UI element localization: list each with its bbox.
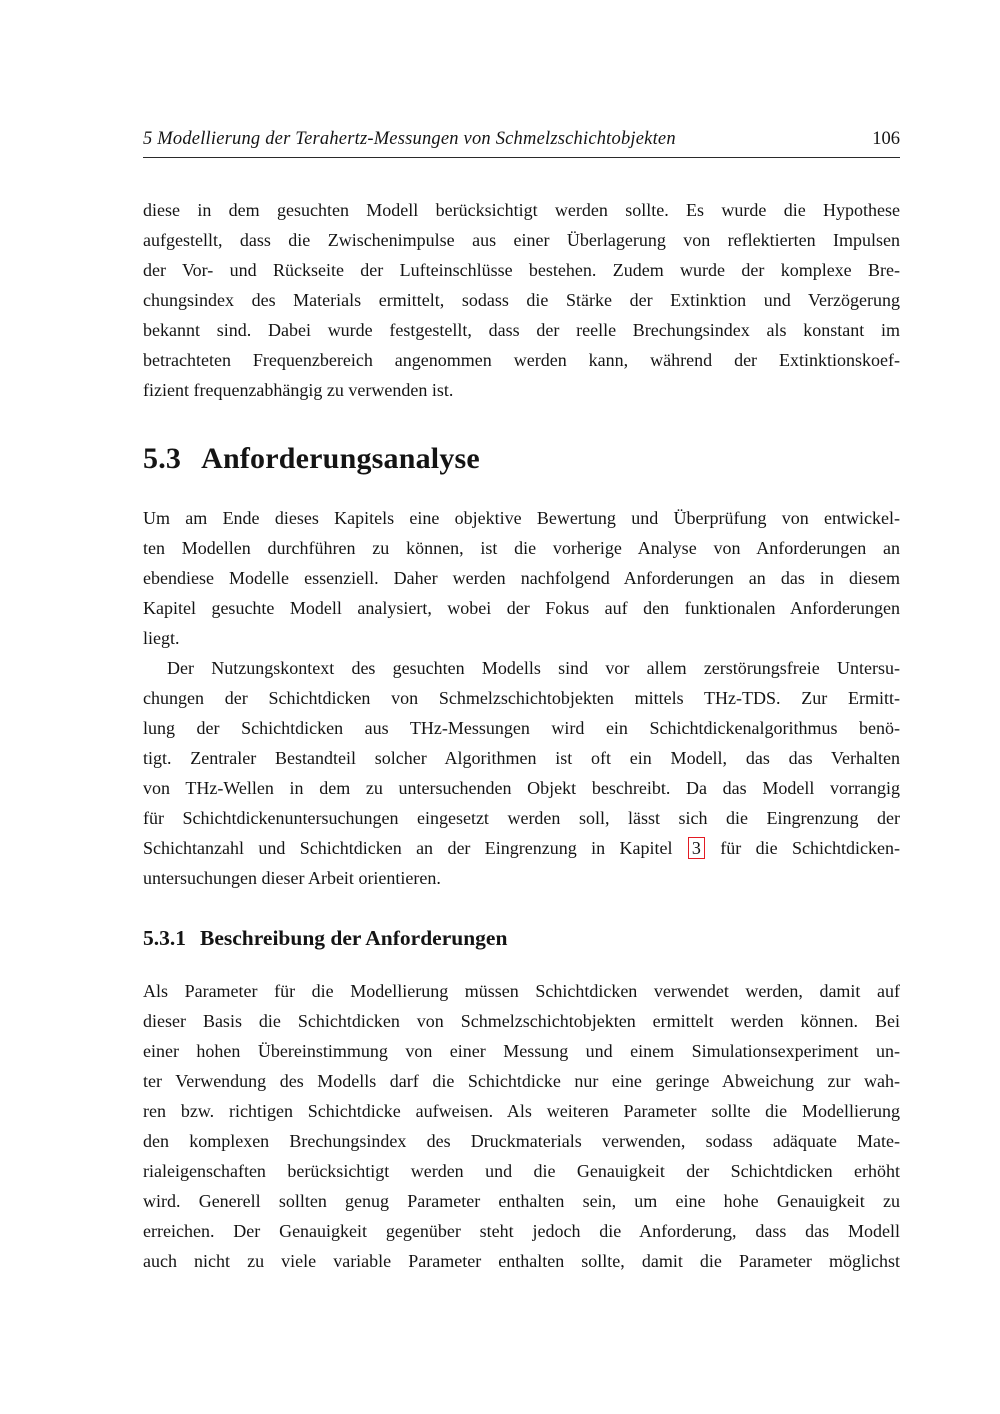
text-line: ebendiese Modelle essenziell. Daher werden nachfolgend Anforderungen an das in diesem	[143, 568, 900, 588]
section-title: Anforderungsanalyse	[201, 442, 480, 475]
text-line: liegt.	[143, 628, 180, 648]
text-line: Kapitel gesuchte Modell analysiert, wobei der Fokus auf den funktionalen Anforderungen	[143, 598, 900, 618]
subsection-heading	[143, 925, 900, 952]
text-line: chungsindex des Materials ermittelt, sodass die Stärke der Extinktion und Verzögerung	[143, 290, 900, 310]
section-heading	[143, 441, 900, 477]
text-line: ter Verwendung des Modells darf die Schichtdicke nur eine geringe Abweichung zur wah-	[143, 1071, 900, 1091]
text-line: den komplexen Brechungsindex des Druckmaterials verwenden, sodass adäquate Mate-	[143, 1131, 900, 1151]
text-line: diese in dem gesuchten Modell berücksichtigt werden sollte. Es wurde die Hypothese	[143, 200, 900, 220]
page-header	[143, 128, 900, 158]
text-line: fizient frequenzabhängig zu verwenden ist.	[143, 380, 454, 400]
text-line: lung der Schichtdicken aus THz-Messungen wird ein Schichtdickenalgorithmus benö-	[143, 718, 900, 738]
text-line: chungen der Schichtdicken von Schmelzschichtobjekten mittels THz-TDS. Zur Ermitt-	[143, 688, 900, 708]
text-line: Der Nutzungskontext des gesuchten Modells sind vor allem zerstörungsfreie Untersu-	[167, 658, 900, 678]
text-line: bekannt sind. Dabei wurde festgestellt, dass der reelle Brechungsindex als konstant im	[143, 320, 900, 340]
paragraph-usage-context	[143, 653, 900, 893]
text-line: ren bzw. richtigen Schichtdicke aufweisen. Als weiteren Parameter sollte die Modellierung	[143, 1101, 900, 1121]
text-line: von THz-Wellen in dem zu untersuchenden Objekt beschreibt. Da das Modell vorrangig	[143, 778, 900, 798]
text-line: betrachteten Frequenzbereich angenommen werden kann, während der Extinktionskoef-	[143, 350, 900, 370]
text-line: rialeigenschaften berücksichtigt werden und die Genauigkeit der Schichtdicken erhöht	[143, 1161, 900, 1181]
text-line: Als Parameter für die Modellierung müssen Schichtdicken verwendet werden, damit auf	[143, 981, 900, 1001]
page-number: 106	[872, 129, 900, 149]
text-line: Schichtanzahl und Schichtdicken an der Eingrenzung in Kapitel 3 für die Schichtdicken-	[143, 838, 900, 858]
subsection-number: 5.3.1	[143, 926, 186, 950]
text-line: erreichen. Der Genauigkeit gegenüber steht jedoch die Anforderung, dass das Modell	[143, 1221, 900, 1241]
text-line: auch nicht zu viele variable Parameter enthalten sollte, damit die Parameter möglichst	[143, 1251, 900, 1271]
text-line: tigt. Zentraler Bestandteil solcher Algorithmen ist oft ein Modell, das das Verhalten	[143, 748, 900, 768]
text-line: dieser Basis die Schichtdicken von Schmelzschichtobjekten ermittelt werden können. Bei	[143, 1011, 900, 1031]
paragraph-requirement-description	[143, 976, 900, 1276]
subsection-title: Beschreibung der Anforderungen	[200, 926, 508, 950]
running-chapter-title: 5 Modellierung der Terahertz-Messungen von Schmelzschichtobjekten	[143, 129, 676, 149]
text-line: der Vor- und Rückseite der Lufteinschlüsse bestehen. Zudem wurde der komplexe Bre-	[143, 260, 900, 280]
text-line: wird. Generell sollten genug Parameter enthalten sein, um eine hohe Genauigkeit zu	[143, 1191, 900, 1211]
text-line: untersuchungen dieser Arbeit orientieren.	[143, 868, 441, 888]
chapter-reference-link[interactable]: 3	[688, 837, 705, 859]
text-line: aufgestellt, dass die Zwischenimpulse aus einer Überlagerung von reflektierten Impulsen	[143, 230, 900, 250]
text-line: für Schichtdickenuntersuchungen eingesetzt werden soll, lässt sich die Eingrenzung der	[143, 808, 900, 828]
text-line: einer hohen Übereinstimmung von einer Messung und einem Simulationsexperiment un-	[143, 1041, 900, 1061]
text-line: Um am Ende dieses Kapitels eine objektive Bewertung und Überprüfung von entwickel-	[143, 508, 900, 528]
text-line: ten Modellen durchführen zu können, ist die vorherige Analyse von Anforderungen an	[143, 538, 900, 558]
paragraph-intro	[143, 195, 900, 405]
paragraph-requirements-intro	[143, 503, 900, 653]
section-number: 5.3	[143, 442, 182, 475]
